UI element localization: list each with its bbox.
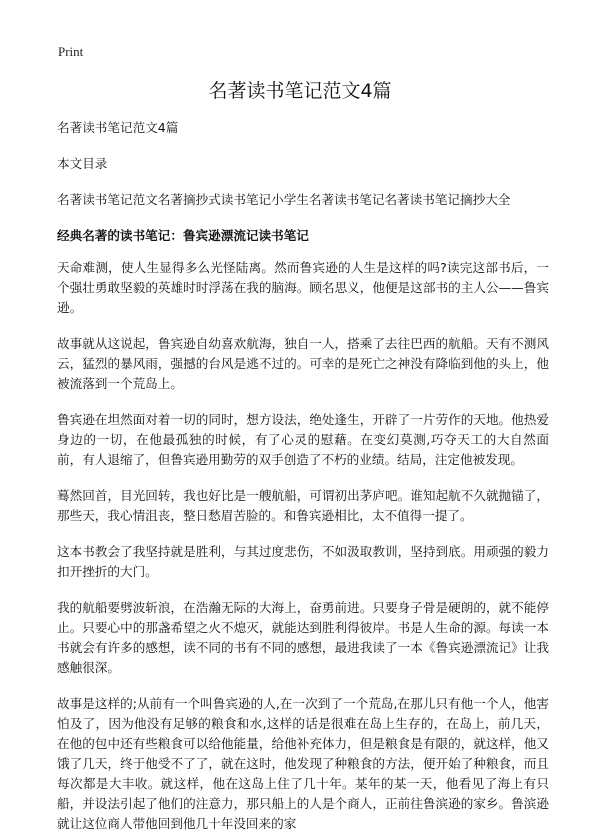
paragraph-2: 故事就从这说起，鲁宾逊自幼喜欢航海，独自一人，搭乘了去往巴西的航船。天有不测风云，猛烈的暴风雨，强撼的台风是逃不过的。可幸的是死亡之神没有降临到他的头上，他被流落到一个荒岛上。: [57, 336, 549, 391]
document-body: [57, 118, 549, 834]
document-subtitle: 名著读书笔记范文4篇: [57, 120, 179, 135]
paragraph-1: 天命难测，使人生显得多么光怪陆离。然而鲁宾逊的人生是这样的吗?读完这部书后，一个强壮勇敢坚毅的英雄时时浮荡在我的脑海。顾名思义，他便是这部书的主人公——鲁宾逊。: [57, 260, 549, 315]
toc-label: 本文目录: [57, 156, 108, 171]
print-link[interactable]: Print: [58, 44, 84, 59]
page-title: 名著读书笔记范文4篇: [208, 80, 392, 102]
paragraph-6: 我的航船要劈波斩浪，在浩瀚无际的大海上，奋勇前进。只要身子骨是硬朗的，就不能停止。只要心中的那盏希望之火不熄灭，就能达到胜利得彼岸。书是人生命的源。每读一本书就会有许多的感想，读不同的书有不同的感想，最进我读了一本《鲁宾逊漂流记》让我感触很深。: [57, 600, 549, 675]
paragraph-3: 鲁宾逊在坦然面对着一切的同时，想方设法，绝处逢生，开辟了一片劳作的天地。他热爱身边的一切，在他最孤独的时候，有了心灵的慰藉。在变幻莫测,巧夺天工的大自然面前，有人退缩了，但鲁宾逊用勤劳的双手创造了不朽的业绩。结局，注定他被发现。: [57, 412, 549, 467]
paragraph-4: 蓦然回首，目光回转，我也好比是一艘航船，可谓初出茅庐吧。谁知起航不久就抛锚了，那些天，我心情沮丧，整日愁眉苦脸的。和鲁宾逊相比，太不值得一提了。: [57, 488, 549, 523]
paragraph-5: 这本书教会了我坚持就是胜利，与其过度悲伤，不如汲取教训，坚持到底。用顽强的毅力扣开挫折的大门。: [57, 544, 549, 579]
section-heading: 经典名著的读书笔记：鲁宾逊漂流记读书笔记: [57, 228, 309, 243]
paragraph-7: 故事是这样的;从前有一个叫鲁宾逊的人,在一次到了一个荒岛,在那儿只有他一个人，他害怕及了，因为他没有足够的粮食和水,这样的话是很难在岛上生存的，在岛上，前几天，在他的包中还有些粮食可以给他能量，给他补充体力，但是粮食是有限的，就这样，他又饿了几天，终于他受不了了，就在这时，他发现了种粮食的方法，便开始了种粮食，而且每次都是大丰收。就这样，他在这岛上住了几十年。某年的某一天，他看见了海上有只船，并设法引起了他们的注意力，那只船上的人是个商人，正前往鲁滨逊的家乡。鲁滨逊就让这位商人带他回到他几十年没回来的家: [57, 696, 549, 831]
toc-line[interactable]: 名著读书笔记范文名著摘抄式读书笔记小学生名著读书笔记名著读书笔记摘抄大全: [57, 192, 511, 207]
